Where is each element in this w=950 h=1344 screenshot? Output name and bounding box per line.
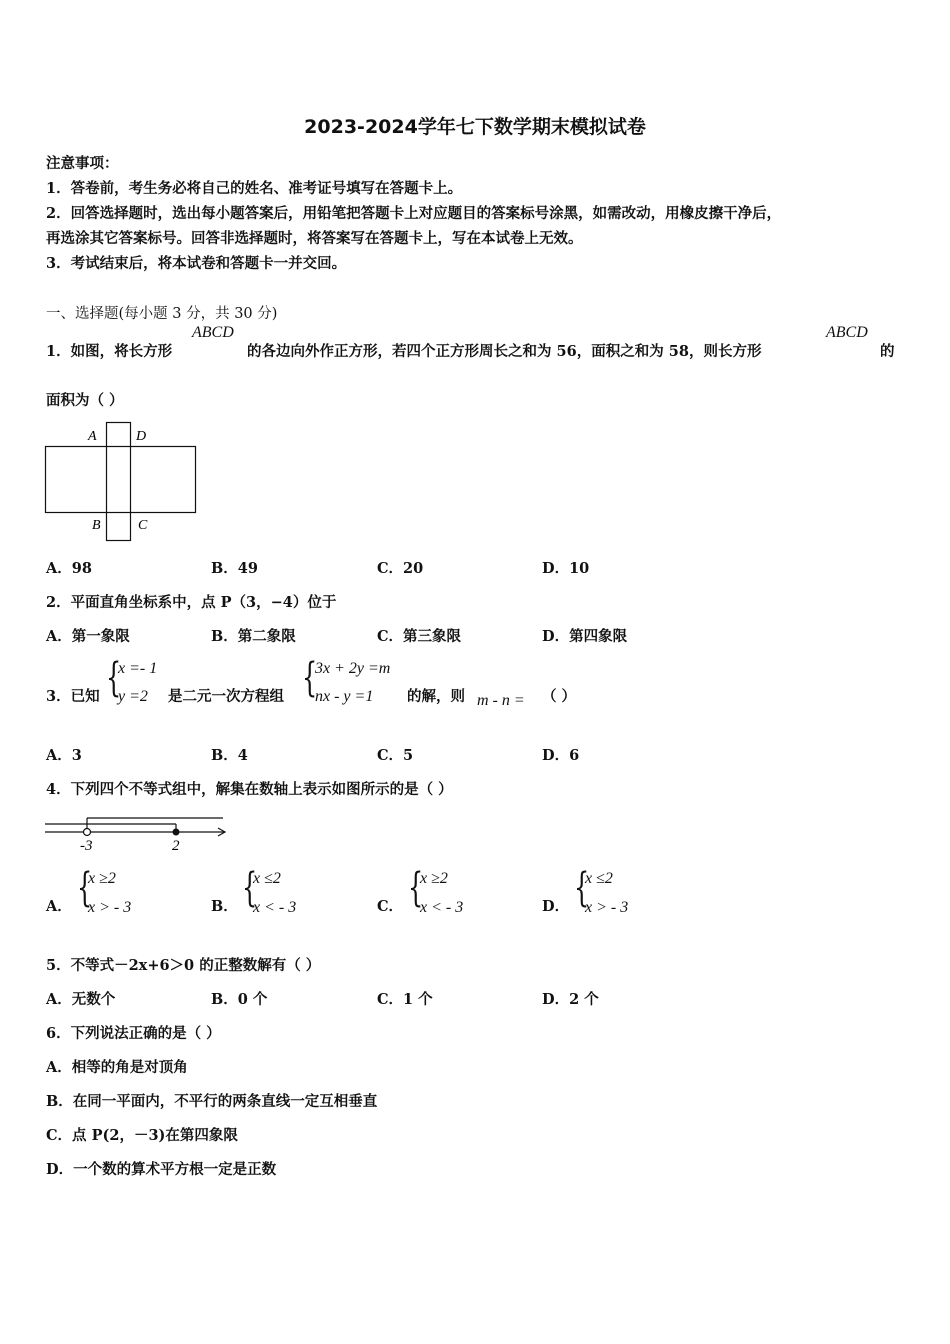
axis-label-neg3: -3: [80, 838, 93, 854]
q4-a-line2: x > - 3: [88, 899, 132, 916]
q1-option-b: B．49: [211, 560, 258, 577]
q3-brace-2: {: [302, 655, 318, 701]
q6-option-a: A．相等的角是对顶角: [46, 1059, 188, 1076]
q5-option-d: D．2 个: [542, 991, 599, 1008]
q5-option-a: A．无数个: [46, 991, 116, 1008]
q3-option-d: D．6: [542, 747, 580, 764]
q4-option-d: D．: [542, 898, 570, 915]
q2-option-d: D．第四象限: [542, 628, 628, 645]
q1-option-d: D．10: [542, 560, 590, 577]
q6-option-c: C．点 P(2，－3)在第四象限: [46, 1127, 238, 1144]
label-a: A: [88, 429, 97, 444]
q1-line2: 面积为（ ）: [46, 392, 124, 409]
q5-option-b: B．0 个: [211, 991, 268, 1008]
q4-d-line1: x ≤2: [585, 870, 613, 887]
q6-stem: 6．下列说法正确的是（ ）: [46, 1025, 221, 1042]
q3-paren: （ ）: [542, 688, 577, 705]
q1-abcd-2: ABCD: [826, 324, 868, 341]
section-heading: 一、选择题(每小题 3 分，共 30 分): [46, 306, 278, 322]
q6-option-b: B．在同一平面内，不平行的两条直线一定互相垂直: [46, 1093, 378, 1110]
q4-d-brace: {: [574, 865, 590, 911]
q1-option-c: C．20: [377, 560, 424, 577]
q4-option-b: B．: [211, 898, 238, 915]
q2-stem: 2．平面直角坐标系中，点 P（3，−4）位于: [46, 594, 337, 611]
q5-option-c: C．1 个: [377, 991, 433, 1008]
q3-middle: 是二元一次方程组: [168, 688, 284, 705]
q1-prefix: 1．如图，将长方形: [46, 343, 173, 360]
notice-heading: 注意事项：: [46, 155, 119, 172]
q1-option-a: A．98: [46, 560, 92, 577]
q4-b-line2: x < - 3: [253, 899, 297, 916]
q1-suffix: 的: [880, 343, 895, 360]
rectangle-abcd: [46, 447, 196, 513]
q2-option-b: B．第二象限: [211, 628, 296, 645]
q4-b-brace: {: [242, 865, 258, 911]
q3-solution-x: x =- 1: [118, 660, 158, 677]
label-d: D: [136, 429, 147, 444]
open-point: [84, 829, 91, 836]
q4-option-a: A．: [46, 898, 72, 915]
q3-option-a: A．3: [46, 747, 82, 764]
q5-stem: 5．不等式－2x+6＞0 的正整数解有（ ）: [46, 957, 321, 974]
q3-brace-1: {: [106, 655, 122, 701]
q4-c-brace: {: [408, 865, 424, 911]
closed-point: [173, 829, 180, 836]
label-b: B: [92, 518, 101, 533]
q3-option-b: B．4: [211, 747, 248, 764]
q3-expression: m - n =: [477, 692, 525, 709]
q6-option-d: D．一个数的算术平方根一定是正数: [46, 1161, 277, 1178]
q3-equation-1: 3x + 2y =m: [315, 660, 391, 677]
q4-c-line2: x < - 3: [420, 899, 464, 916]
q4-c-line1: x ≥2: [420, 870, 448, 887]
q1-middle: 的各边向外作正方形，若四个正方形周长之和为 56，面积之和为 58，则长方形: [247, 343, 762, 360]
q2-option-a: A．第一象限: [46, 628, 130, 645]
q4-b-line1: x ≤2: [253, 870, 281, 887]
vertical-strip: [107, 423, 131, 541]
q3-suffix: 的解，则: [407, 688, 465, 705]
notice-item-2-cont: 再选涂其它答案标号。回答非选择题时，将答案写在答题卡上，写在本试卷上无效。: [46, 230, 583, 247]
notice-item-1: 1．答卷前，考生务必将自己的姓名、准考证号填写在答题卡上。: [46, 180, 463, 197]
q4-stem: 4．下列四个不等式组中，解集在数轴上表示如图所示的是（ ）: [46, 781, 453, 798]
q4-number-line: [40, 812, 232, 856]
q3-option-c: C．5: [377, 747, 414, 764]
q4-a-line1: x ≥2: [88, 870, 116, 887]
q3-prefix: 3．已知: [46, 688, 100, 705]
page-title: 2023-2024学年七下数学期末模拟试卷: [304, 116, 646, 138]
label-c: C: [138, 518, 148, 533]
q4-option-c: C．: [377, 898, 404, 915]
q4-d-line2: x > - 3: [585, 899, 629, 916]
axis-label-2: 2: [172, 838, 180, 854]
q4-a-brace: {: [77, 865, 93, 911]
q3-equation-2: nx - y =1: [315, 688, 374, 705]
notice-item-3: 3．考试结束后，将本试卷和答题卡一并交回。: [46, 255, 347, 272]
q1-abcd-1: ABCD: [192, 324, 234, 341]
q3-solution-y: y =2: [118, 688, 148, 705]
q2-option-c: C．第三象限: [377, 628, 462, 645]
notice-item-2: 2．回答选择题时，选出每小题答案后，用铅笔把答题卡上对应题目的答案标号涂黑，如需改动，用橡皮擦干净后，: [46, 205, 782, 222]
q1-figure: [40, 418, 205, 546]
